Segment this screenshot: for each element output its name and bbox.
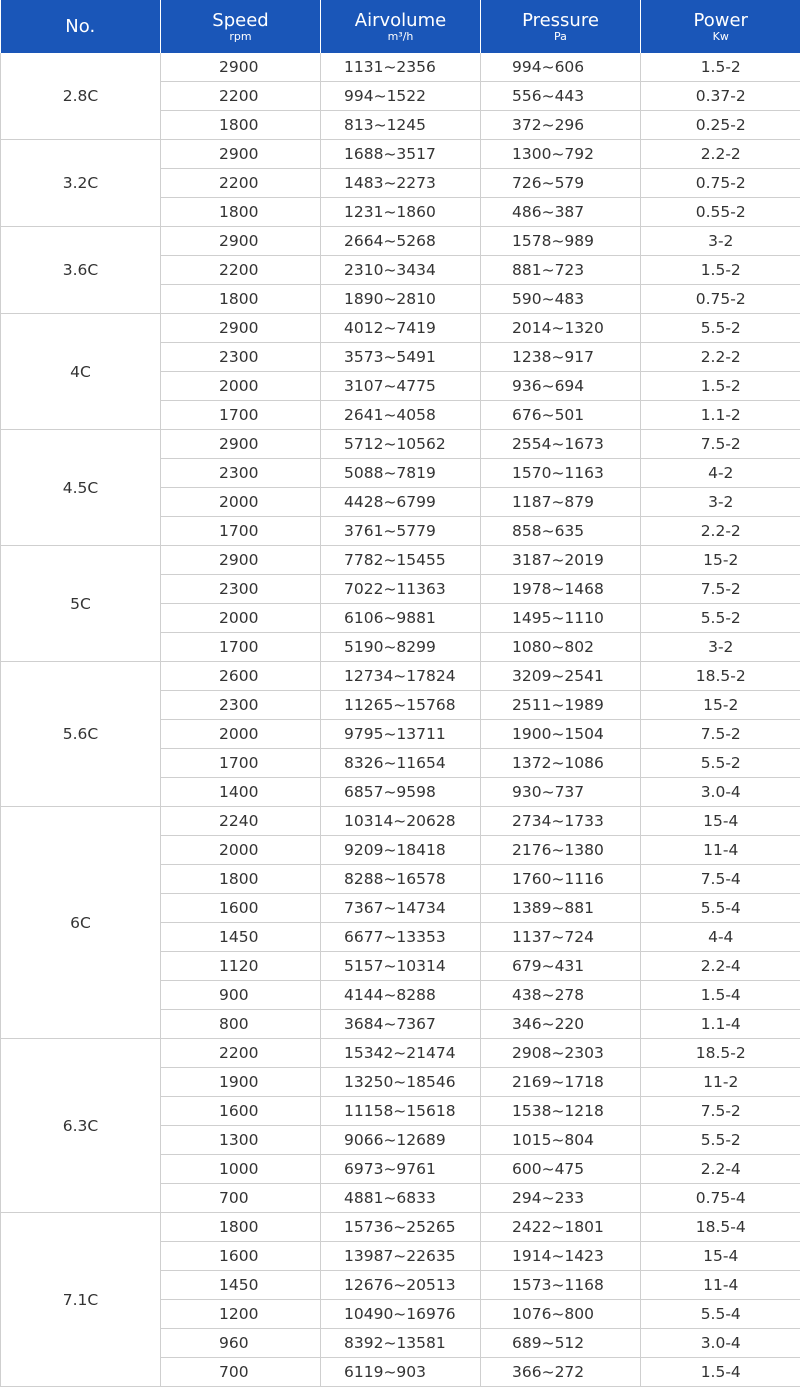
- power-cell: 3.0-4: [641, 1329, 800, 1358]
- pressure-cell: 1760~1116: [481, 865, 641, 894]
- speed-cell: 2900: [161, 227, 321, 256]
- pressure-cell: 2734~1733: [481, 807, 641, 836]
- speed-cell: 1450: [161, 1271, 321, 1300]
- pressure-cell: 438~278: [481, 981, 641, 1010]
- power-cell: 5.5-2: [641, 1126, 800, 1155]
- pressure-cell: 2511~1989: [481, 691, 641, 720]
- table-row: [1, 53, 800, 82]
- power-cell: 15-4: [641, 807, 800, 836]
- airvolume-cell: 1483~2273: [321, 169, 481, 198]
- power-cell: 18.5-4: [641, 1213, 800, 1242]
- pressure-cell: 1076~800: [481, 1300, 641, 1329]
- power-cell: 5.5-4: [641, 1300, 800, 1329]
- power-cell: 15-2: [641, 546, 800, 575]
- airvolume-cell: 5712~10562: [321, 430, 481, 459]
- airvolume-cell: 10314~20628: [321, 807, 481, 836]
- speed-cell: 1450: [161, 923, 321, 952]
- header-pressure-unit: Pa: [554, 29, 567, 43]
- power-cell: 0.75-4: [641, 1184, 800, 1213]
- airvolume-cell: 1688~3517: [321, 140, 481, 169]
- speed-cell: 2000: [161, 488, 321, 517]
- airvolume-cell: 4881~6833: [321, 1184, 481, 1213]
- table-row: [1, 430, 800, 459]
- power-cell: 1.1-2: [641, 401, 800, 430]
- power-cell: 7.5-2: [641, 1097, 800, 1126]
- pressure-cell: 1372~1086: [481, 749, 641, 778]
- power-cell: 7.5-4: [641, 865, 800, 894]
- model-cell: 5.6C: [1, 662, 161, 807]
- pressure-cell: 3209~2541: [481, 662, 641, 691]
- airvolume-cell: 4428~6799: [321, 488, 481, 517]
- pressure-cell: 994~606: [481, 53, 641, 82]
- airvolume-cell: 6973~9761: [321, 1155, 481, 1184]
- header-speed-label: Speed: [212, 9, 269, 31]
- header-pressure: [481, 0, 641, 53]
- table-row: [1, 227, 800, 256]
- header-power-label: Power: [693, 9, 748, 31]
- power-cell: 4-2: [641, 459, 800, 488]
- speed-cell: 1800: [161, 111, 321, 140]
- speed-cell: 1800: [161, 198, 321, 227]
- model-cell: 2.8C: [1, 53, 161, 140]
- pressure-cell: 1578~989: [481, 227, 641, 256]
- pressure-cell: 486~387: [481, 198, 641, 227]
- airvolume-cell: 6119~903: [321, 1358, 481, 1387]
- power-cell: 2.2-2: [641, 517, 800, 546]
- pressure-cell: 1238~917: [481, 343, 641, 372]
- power-cell: 2.2-4: [641, 1155, 800, 1184]
- speed-cell: 700: [161, 1358, 321, 1387]
- pressure-cell: 936~694: [481, 372, 641, 401]
- table-row: [1, 1213, 800, 1242]
- table-row: [1, 546, 800, 575]
- airvolume-cell: 7782~15455: [321, 546, 481, 575]
- speed-cell: 2200: [161, 1039, 321, 1068]
- table-row: [1, 1039, 800, 1068]
- pressure-cell: 1573~1168: [481, 1271, 641, 1300]
- pressure-cell: 346~220: [481, 1010, 641, 1039]
- speed-cell: 1000: [161, 1155, 321, 1184]
- pressure-cell: 1570~1163: [481, 459, 641, 488]
- pressure-cell: 2169~1718: [481, 1068, 641, 1097]
- power-cell: 5.5-2: [641, 749, 800, 778]
- airvolume-cell: 1890~2810: [321, 285, 481, 314]
- airvolume-cell: 2310~3434: [321, 256, 481, 285]
- power-cell: 0.55-2: [641, 198, 800, 227]
- pressure-cell: 1538~1218: [481, 1097, 641, 1126]
- airvolume-cell: 1131~2356: [321, 53, 481, 82]
- pressure-cell: 2422~1801: [481, 1213, 641, 1242]
- speed-cell: 700: [161, 1184, 321, 1213]
- pressure-cell: 2176~1380: [481, 836, 641, 865]
- header-speed-unit: rpm: [229, 29, 252, 43]
- airvolume-cell: 5088~7819: [321, 459, 481, 488]
- table-header: [1, 0, 800, 53]
- airvolume-cell: 5190~8299: [321, 633, 481, 662]
- speed-cell: 2900: [161, 314, 321, 343]
- airvolume-cell: 13250~18546: [321, 1068, 481, 1097]
- power-cell: 1.5-2: [641, 372, 800, 401]
- pressure-cell: 1914~1423: [481, 1242, 641, 1271]
- speed-cell: 2200: [161, 169, 321, 198]
- airvolume-cell: 15736~25265: [321, 1213, 481, 1242]
- airvolume-cell: 3761~5779: [321, 517, 481, 546]
- power-cell: 3.0-4: [641, 778, 800, 807]
- airvolume-cell: 6106~9881: [321, 604, 481, 633]
- model-cell: 5C: [1, 546, 161, 662]
- power-cell: 7.5-2: [641, 430, 800, 459]
- airvolume-cell: 9795~13711: [321, 720, 481, 749]
- pressure-cell: 294~233: [481, 1184, 641, 1213]
- power-cell: 15-2: [641, 691, 800, 720]
- pressure-cell: 1187~879: [481, 488, 641, 517]
- speed-cell: 900: [161, 981, 321, 1010]
- pressure-cell: 1080~802: [481, 633, 641, 662]
- header-speed: [161, 0, 321, 53]
- power-cell: 3-2: [641, 633, 800, 662]
- header-no: [1, 0, 161, 53]
- pressure-cell: 881~723: [481, 256, 641, 285]
- pressure-cell: 1900~1504: [481, 720, 641, 749]
- table-row: [1, 662, 800, 691]
- power-cell: 2.2-4: [641, 952, 800, 981]
- speed-cell: 2000: [161, 604, 321, 633]
- power-cell: 1.5-4: [641, 1358, 800, 1387]
- airvolume-cell: 9209~18418: [321, 836, 481, 865]
- speed-cell: 2240: [161, 807, 321, 836]
- power-cell: 0.75-2: [641, 169, 800, 198]
- airvolume-cell: 4144~8288: [321, 981, 481, 1010]
- airvolume-cell: 3573~5491: [321, 343, 481, 372]
- speed-cell: 2000: [161, 836, 321, 865]
- model-cell: 7.1C: [1, 1213, 161, 1387]
- power-cell: 1.5-2: [641, 53, 800, 82]
- speed-cell: 800: [161, 1010, 321, 1039]
- airvolume-cell: 5157~10314: [321, 952, 481, 981]
- pressure-cell: 372~296: [481, 111, 641, 140]
- power-cell: 5.5-2: [641, 604, 800, 633]
- airvolume-cell: 10490~16976: [321, 1300, 481, 1329]
- model-cell: 6C: [1, 807, 161, 1039]
- airvolume-cell: 3684~7367: [321, 1010, 481, 1039]
- airvolume-cell: 11265~15768: [321, 691, 481, 720]
- speed-cell: 2000: [161, 720, 321, 749]
- airvolume-cell: 9066~12689: [321, 1126, 481, 1155]
- pressure-cell: 3187~2019: [481, 546, 641, 575]
- pressure-cell: 600~475: [481, 1155, 641, 1184]
- airvolume-cell: 813~1245: [321, 111, 481, 140]
- header-power-unit: Kw: [712, 29, 729, 43]
- speed-cell: 2900: [161, 546, 321, 575]
- speed-cell: 1700: [161, 517, 321, 546]
- speed-cell: 2000: [161, 372, 321, 401]
- airvolume-cell: 6857~9598: [321, 778, 481, 807]
- power-cell: 18.5-2: [641, 1039, 800, 1068]
- pressure-cell: 679~431: [481, 952, 641, 981]
- speed-cell: 2200: [161, 82, 321, 111]
- power-cell: 18.5-2: [641, 662, 800, 691]
- speed-cell: 1600: [161, 1242, 321, 1271]
- power-cell: 7.5-2: [641, 720, 800, 749]
- power-cell: 0.37-2: [641, 82, 800, 111]
- model-cell: 4C: [1, 314, 161, 430]
- speed-cell: 960: [161, 1329, 321, 1358]
- header-power: [641, 0, 800, 53]
- model-cell: 6.3C: [1, 1039, 161, 1213]
- airvolume-cell: 12676~20513: [321, 1271, 481, 1300]
- power-cell: 11-4: [641, 1271, 800, 1300]
- pressure-cell: 2554~1673: [481, 430, 641, 459]
- pressure-cell: 366~272: [481, 1358, 641, 1387]
- power-cell: 3-2: [641, 227, 800, 256]
- speed-cell: 1600: [161, 894, 321, 923]
- power-cell: 3-2: [641, 488, 800, 517]
- speed-cell: 2200: [161, 256, 321, 285]
- pressure-cell: 676~501: [481, 401, 641, 430]
- airvolume-cell: 7367~14734: [321, 894, 481, 923]
- power-cell: 11-4: [641, 836, 800, 865]
- speed-cell: 1700: [161, 401, 321, 430]
- speed-cell: 1300: [161, 1126, 321, 1155]
- power-cell: 15-4: [641, 1242, 800, 1271]
- power-cell: 1.5-4: [641, 981, 800, 1010]
- table-row: [1, 140, 800, 169]
- speed-cell: 1200: [161, 1300, 321, 1329]
- pressure-cell: 590~483: [481, 285, 641, 314]
- airvolume-cell: 2641~4058: [321, 401, 481, 430]
- power-cell: 11-2: [641, 1068, 800, 1097]
- speed-cell: 1120: [161, 952, 321, 981]
- pressure-cell: 2014~1320: [481, 314, 641, 343]
- speed-cell: 2300: [161, 459, 321, 488]
- pressure-cell: 1495~1110: [481, 604, 641, 633]
- table-body: [1, 53, 800, 1387]
- pressure-cell: 726~579: [481, 169, 641, 198]
- airvolume-cell: 8288~16578: [321, 865, 481, 894]
- pressure-cell: 1300~792: [481, 140, 641, 169]
- pressure-cell: 689~512: [481, 1329, 641, 1358]
- speed-cell: 2300: [161, 691, 321, 720]
- airvolume-cell: 12734~17824: [321, 662, 481, 691]
- pressure-cell: 1137~724: [481, 923, 641, 952]
- airvolume-cell: 15342~21474: [321, 1039, 481, 1068]
- airvolume-cell: 2664~5268: [321, 227, 481, 256]
- pressure-cell: 1978~1468: [481, 575, 641, 604]
- speed-cell: 1700: [161, 749, 321, 778]
- speed-cell: 2900: [161, 140, 321, 169]
- header-row: [1, 0, 800, 53]
- airvolume-cell: 4012~7419: [321, 314, 481, 343]
- power-cell: 5.5-2: [641, 314, 800, 343]
- airvolume-cell: 3107~4775: [321, 372, 481, 401]
- pressure-cell: 930~737: [481, 778, 641, 807]
- speed-cell: 2600: [161, 662, 321, 691]
- header-no-label: No.: [65, 15, 96, 37]
- table-row: [1, 314, 800, 343]
- model-cell: 4.5C: [1, 430, 161, 546]
- speed-cell: 1800: [161, 285, 321, 314]
- power-cell: 4-4: [641, 923, 800, 952]
- speed-cell: 1800: [161, 865, 321, 894]
- power-cell: 2.2-2: [641, 140, 800, 169]
- airvolume-cell: 6677~13353: [321, 923, 481, 952]
- speed-cell: 2900: [161, 430, 321, 459]
- pressure-cell: 1389~881: [481, 894, 641, 923]
- pressure-cell: 556~443: [481, 82, 641, 111]
- airvolume-cell: 13987~22635: [321, 1242, 481, 1271]
- airvolume-cell: 8326~11654: [321, 749, 481, 778]
- airvolume-cell: 8392~13581: [321, 1329, 481, 1358]
- power-cell: 0.25-2: [641, 111, 800, 140]
- model-cell: 3.2C: [1, 140, 161, 227]
- power-cell: 0.75-2: [641, 285, 800, 314]
- airvolume-cell: 994~1522: [321, 82, 481, 111]
- speed-cell: 2300: [161, 343, 321, 372]
- header-airvolume: [321, 0, 481, 53]
- pressure-cell: 858~635: [481, 517, 641, 546]
- power-cell: 2.2-2: [641, 343, 800, 372]
- header-pressure-label: Pressure: [522, 9, 599, 31]
- airvolume-cell: 7022~11363: [321, 575, 481, 604]
- pressure-cell: 1015~804: [481, 1126, 641, 1155]
- airvolume-cell: 11158~15618: [321, 1097, 481, 1126]
- power-cell: 7.5-2: [641, 575, 800, 604]
- power-cell: 5.5-4: [641, 894, 800, 923]
- speed-cell: 1400: [161, 778, 321, 807]
- speed-cell: 2300: [161, 575, 321, 604]
- header-airvolume-unit: m³/h: [387, 29, 414, 43]
- table-row: [1, 807, 800, 836]
- speed-cell: 1900: [161, 1068, 321, 1097]
- model-cell: 3.6C: [1, 227, 161, 314]
- speed-cell: 2900: [161, 53, 321, 82]
- pressure-cell: 2908~2303: [481, 1039, 641, 1068]
- header-airvolume-label: Airvolume: [354, 9, 447, 31]
- airvolume-cell: 1231~1860: [321, 198, 481, 227]
- power-cell: 1.1-4: [641, 1010, 800, 1039]
- speed-cell: 1800: [161, 1213, 321, 1242]
- speed-cell: 1600: [161, 1097, 321, 1126]
- speed-cell: 1700: [161, 633, 321, 662]
- power-cell: 1.5-2: [641, 256, 800, 285]
